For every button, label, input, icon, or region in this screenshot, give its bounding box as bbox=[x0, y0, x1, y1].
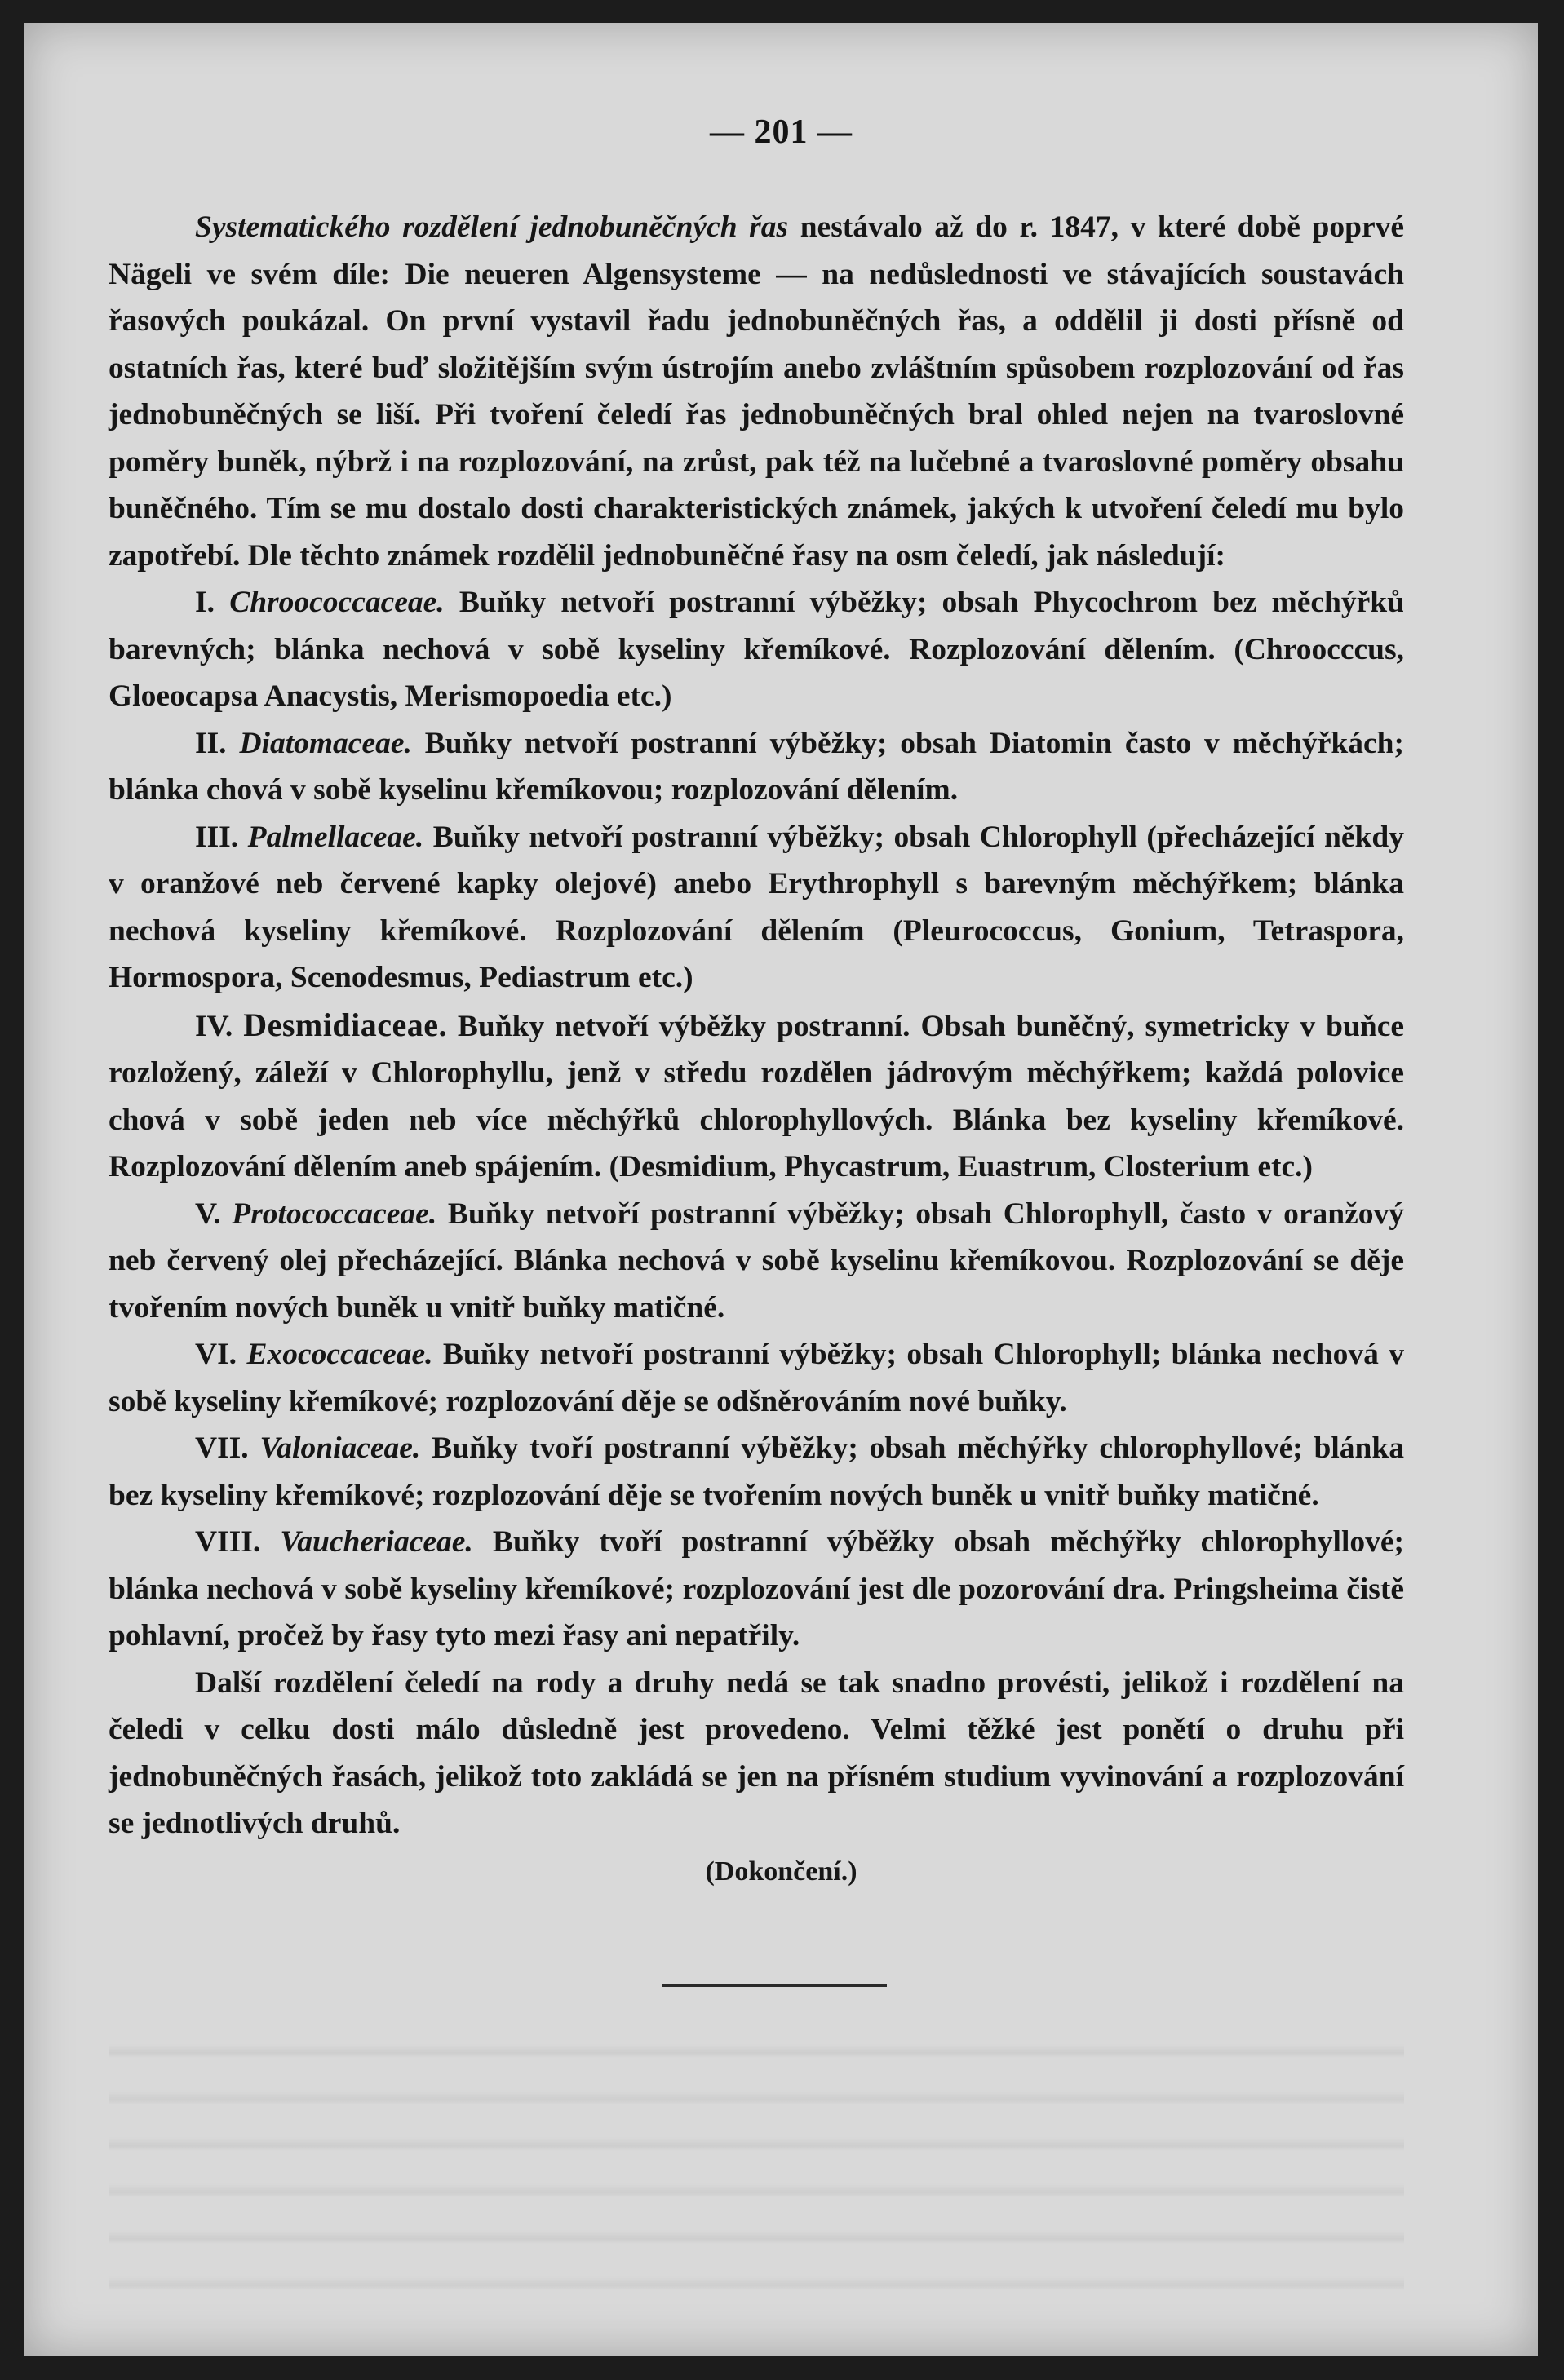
family-item bbox=[109, 1191, 1404, 1332]
intro-text: nestávalo až do r. 1847, v které době poprvé Nägeli ve svém díle: Die neueren Algensysteme — na nedůslednosti ve stávajících soustavách řasových poukázal. On první vystavil řadu jednobuněčných řas, a oddělil ji dosti přísně od ostatních řas, které buď složitějším svým ústrojím anebo zvláštním spůsobem rozplozování od řas jednobuněčných se liší. Při tvoření čeledí řas jednobuněčných bral ohled nejen na tvaroslovné poměry buněk, nýbrž i na rozplozování, na zrůst, pak též na lučebné a tvaroslovné poměry obsahu buněčného. Tím se mu dostalo dosti charakteristických známek, jakých k utvoření čeledí mu bylo zapotřebí. Dle těchto známek rozdělil jednobuněčné řasy na osm čeledí, jak následují: bbox=[109, 210, 1404, 573]
family-numeral: II. bbox=[195, 726, 227, 760]
family-item bbox=[109, 720, 1404, 814]
final-paragraph: Další rozdělení čeledí na rody a druhy nedá se tak snadno provésti, jelikož i rozdělení na čeledi v celku dosti málo důsledně jest provedeno. Velmi těžké jest ponětí o druhu při jednobuněčných řasách, jelikož toto zakládá se jen na přísném studium vyvinování a rozplozování se jednotlivých druhů. bbox=[109, 1666, 1404, 1840]
family-name: Vaucheriaceae. bbox=[280, 1525, 473, 1559]
family-description: Buňky netvoří postranní výběžky; obsah Chlorophyll, často v oranžový neb červený olej přecházející. Blánka nechová v sobě kyselinu křemíkovou. Rozplozování se děje tvořením nových buněk u vnitř buňky matičné. bbox=[109, 1197, 1404, 1325]
show-through-area bbox=[109, 2013, 1404, 2323]
intro-italic-lead: Systematického rozdělení jednobuněčných řas bbox=[195, 210, 789, 244]
page-number: — 201 — bbox=[710, 113, 853, 151]
family-description: Buňky netvoří postranní výběžky; obsah Diatomin často v měchýřkách; blánka chová v sobě kyselinu křemíkovou; rozplozování dělením. bbox=[109, 726, 1404, 807]
family-numeral: IV. bbox=[195, 1009, 233, 1043]
family-numeral: V. bbox=[195, 1197, 221, 1231]
family-description: Buňky netvoří postranní výběžky; obsah Chlorophyll (přecházející někdy v oranžové neb červené kapky olejové) anebo Erythrophyll s barevným měchýřkem; blánka nechová kyseliny křemíkové. Rozplozování dělením (Pleurococcus, Gonium, Tetraspora, Hormospora, Scenodesmus, Pediastrum etc.) bbox=[109, 820, 1405, 994]
end-rule bbox=[662, 1984, 887, 1987]
family-item bbox=[109, 814, 1404, 1002]
family-description: Buňky netvoří postranní výběžky; obsah Chlorophyll; blánka nechová v sobě kyseliny křemíkové; rozplozování děje se odšněrováním nové buňky. bbox=[109, 1338, 1404, 1418]
family-description: Buňky tvoří postranní výběžky; obsah měchýřky chlorophyllové; blánka bez kyseliny křemíkové; rozplozování děje se tvořením nových buněk u vnitř buňky matičné. bbox=[109, 1431, 1404, 1512]
family-name: Protococcaceae. bbox=[232, 1197, 437, 1231]
intro-paragraph bbox=[109, 204, 1404, 579]
family-item bbox=[109, 1002, 1404, 1191]
family-name: Palmellaceae. bbox=[247, 820, 424, 854]
family-numeral: VII. bbox=[195, 1431, 249, 1465]
body-text bbox=[109, 204, 1404, 1847]
family-name: Chroococcaceae. bbox=[229, 586, 445, 619]
family-name: Diatomaceae. bbox=[239, 726, 412, 760]
family-description: Buňky netvoří postranní výběžky; obsah Phycochrom bez měchýřků barevných; blánka nechová v sobě kyseliny křemíkové. Rozplozování dělením. (Chroocccus, Gloeocapsa Anacystis, Merismopoedia etc.) bbox=[109, 586, 1404, 713]
family-numeral: VIII. bbox=[195, 1525, 261, 1559]
family-description: Buňky netvoří výběžky postranní. Obsah buněčný, symetricky v buňce rozložený, záleží v Chlorophyllu, jenž v středu rozdělen jádrovým měchýřkem; každá polovice chová v sobě jeden neb více měchýřků chlorophyllových. Blánka bez kyseliny křemíkové. Rozplozování dělením aneb spájením. (Desmidium, Phycastrum, Euastrum, Closterium etc.) bbox=[109, 1009, 1404, 1183]
book-page bbox=[24, 23, 1538, 2356]
family-name: Valoniaceae. bbox=[259, 1431, 421, 1465]
family-description: Buňky tvoří postranní výběžky obsah měchýřky chlorophyllové; blánka nechová v sobě kyseliny křemíkové; rozplozování jest dle pozorování dra. Pringsheima čistě pohlavní, pročež by řasy tyto mezi řasy ani nepatřily. bbox=[109, 1525, 1404, 1652]
family-numeral: VI. bbox=[195, 1338, 237, 1371]
family-item bbox=[109, 1519, 1404, 1660]
family-name: Desmidiaceae. bbox=[243, 1006, 447, 1043]
family-item bbox=[109, 579, 1404, 720]
continuation-note: (Dokončení.) bbox=[705, 1856, 857, 1887]
family-numeral: I. bbox=[195, 586, 215, 619]
family-name: Exococcaceae. bbox=[246, 1338, 433, 1371]
family-item bbox=[109, 1425, 1404, 1519]
family-numeral: III. bbox=[195, 820, 239, 854]
family-item bbox=[109, 1331, 1404, 1425]
